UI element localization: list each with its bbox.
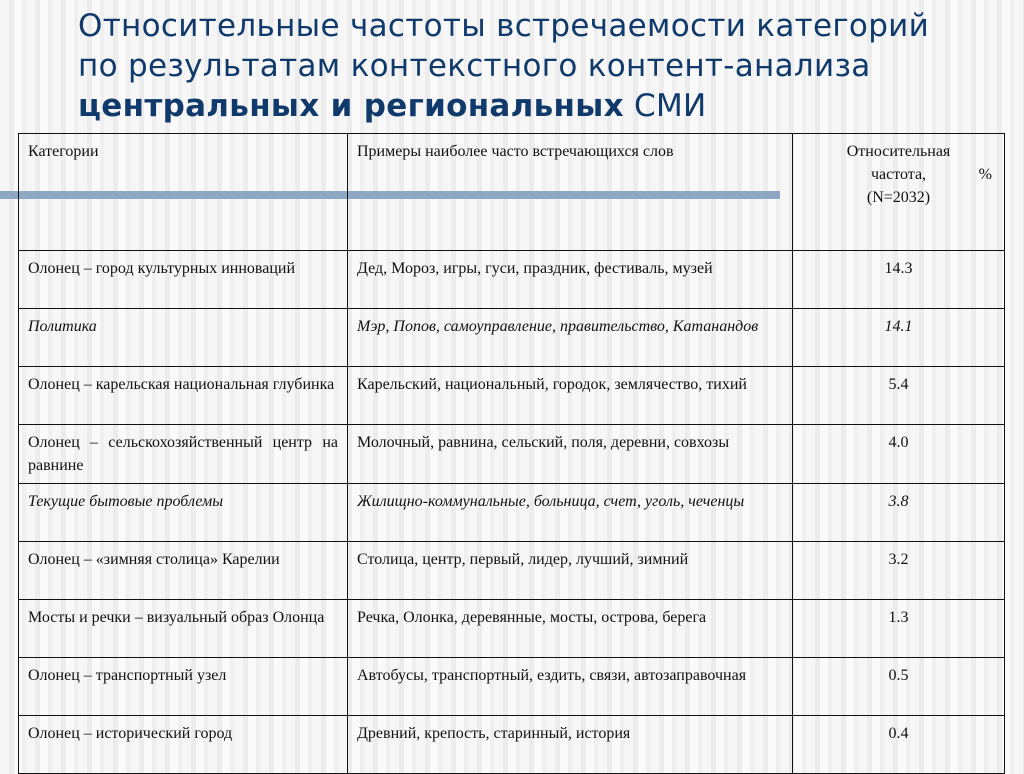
table-row	[19, 484, 1005, 542]
table-row	[19, 716, 1005, 774]
frequency-cell: 4.0	[793, 425, 1005, 484]
freq-line-2: частота,	[870, 166, 927, 183]
examples-cell: Столица, центр, первый, лидер, лучший, зимний	[348, 542, 793, 600]
category-cell: Олонец – карельская национальная глубинка	[19, 367, 348, 425]
category-cell: Текущие бытовые проблемы	[19, 484, 348, 542]
table-row	[19, 425, 1005, 484]
frequency-cell: 0.5	[793, 658, 1005, 716]
header-examples: Примеры наиболее часто встречающихся слов	[348, 134, 793, 251]
table-row	[19, 658, 1005, 716]
frequency-cell: 1.3	[793, 600, 1005, 658]
freq-line-3: (N=2032)	[866, 189, 931, 206]
header-row	[19, 134, 1005, 251]
slide-title	[78, 6, 1008, 126]
title-rest: СМИ	[623, 88, 707, 124]
frequency-cell: 0.4	[793, 716, 1005, 774]
category-cell: Олонец – «зимняя столица» Карелии	[19, 542, 348, 600]
frequency-cell: 5.4	[793, 367, 1005, 425]
category-cell: Мосты и речки – визуальный образ Олонца	[19, 600, 348, 658]
category-cell: Олонец – сельскохозяйственный центр на равнине	[19, 425, 348, 484]
frequency-cell: 3.2	[793, 542, 1005, 600]
table-row	[19, 542, 1005, 600]
title-line-2: по результатам контекстного контент-анализа	[78, 48, 871, 84]
examples-cell: Мэр, Попов, самоуправление, правительство, Катанандов	[348, 309, 793, 367]
frequency-table	[18, 133, 1005, 774]
category-cell: Олонец – транспортный узел	[19, 658, 348, 716]
examples-cell: Молочный, равнина, сельский, поля, деревни, совхозы	[348, 425, 793, 484]
frequency-cell: 14.1	[793, 309, 1005, 367]
category-cell: Олонец – исторический город	[19, 716, 348, 774]
examples-cell: Карельский, национальный, городок, землячество, тихий	[348, 367, 793, 425]
table-row	[19, 600, 1005, 658]
table-row	[19, 251, 1005, 309]
title-line-3	[78, 86, 1008, 126]
table-row	[19, 309, 1005, 367]
category-cell: Политика	[19, 309, 348, 367]
title-bold: центральных и региональных	[78, 88, 624, 124]
examples-cell: Жилищно-коммунальные, больница, счет, уголь, чеченцы	[348, 484, 793, 542]
title-line-1: Относительные частоты встречаемости категорий	[78, 8, 930, 44]
examples-cell: Речка, Олонка, деревянные, мосты, острова, берега	[348, 600, 793, 658]
examples-cell: Древний, крепость, старинный, история	[348, 716, 793, 774]
examples-cell: Автобусы, транспортный, ездить, связи, автозаправочная	[348, 658, 793, 716]
examples-cell: Дед, Мороз, игры, гуси, праздник, фестиваль, музей	[348, 251, 793, 309]
table-row	[19, 367, 1005, 425]
frequency-cell: 3.8	[793, 484, 1005, 542]
frequency-cell: 14.3	[793, 251, 1005, 309]
category-cell: Олонец – город культурных инноваций	[19, 251, 348, 309]
freq-line-1: Относительная	[846, 143, 951, 160]
header-category: Категории	[19, 134, 348, 251]
header-frequency	[793, 134, 1005, 251]
freq-pct: %	[978, 166, 992, 183]
